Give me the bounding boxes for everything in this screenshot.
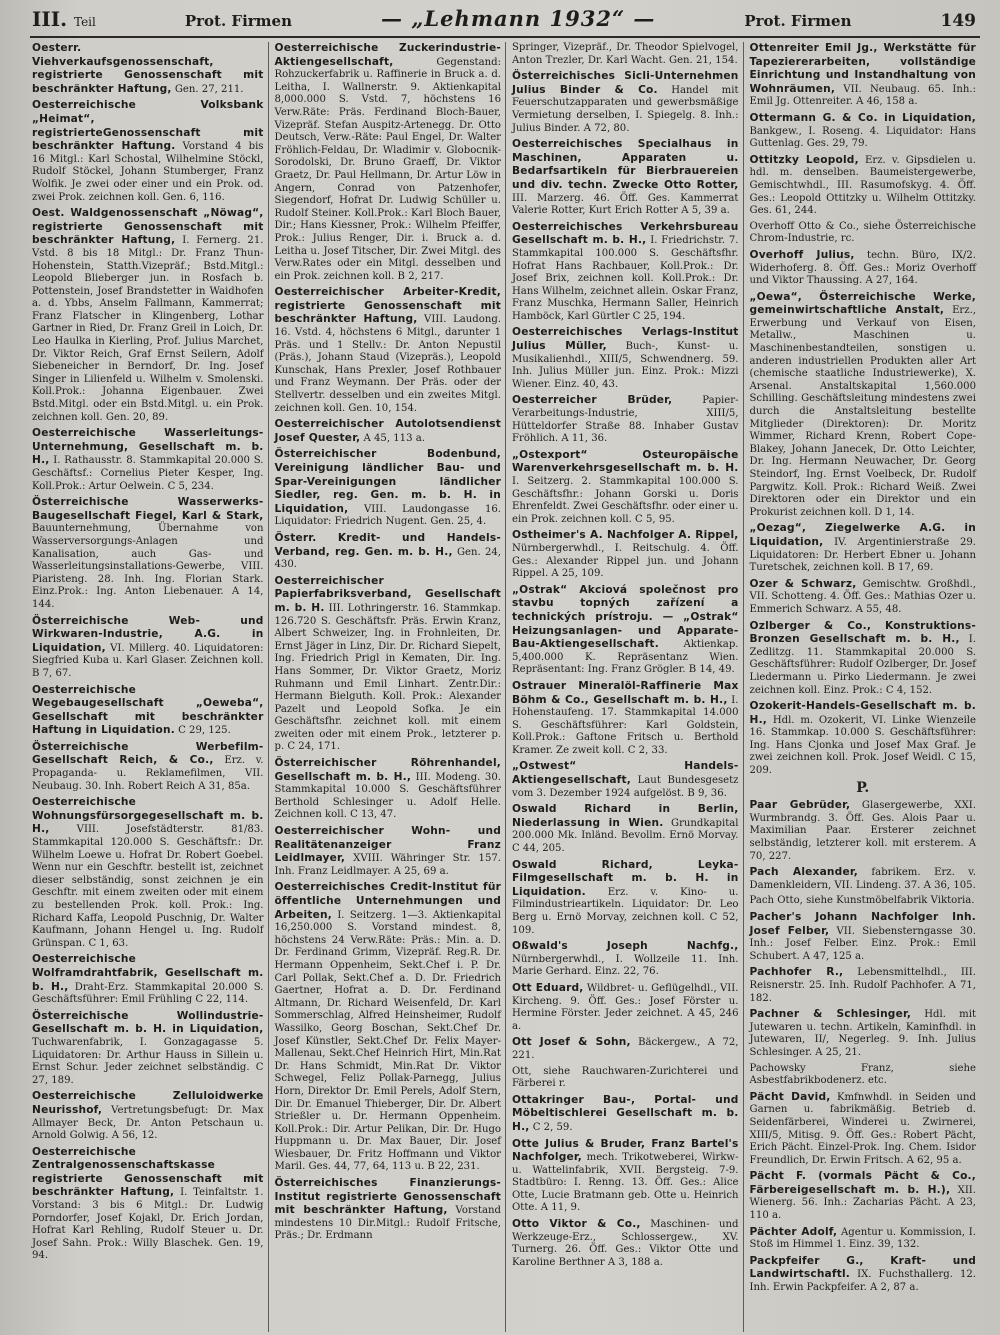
entry-firm-name: Pachhofer R., (749, 966, 844, 979)
entry-firm-name: Oesterreichische Wohnungsfürsorgegesellschaft m. b. H., (32, 796, 264, 836)
directory-entry (750, 1008, 977, 1059)
entry-firm-name: Overhoff Julius, (749, 248, 855, 261)
directory-entry (750, 1091, 977, 1168)
directory-entry (512, 529, 739, 580)
directory-entry (512, 326, 739, 391)
entry-details: Pach Otto, siehe Kunstmöbelfabrik Viktoria. (749, 895, 975, 907)
entry-firm-name: Paar Gebrüder, (749, 799, 851, 812)
directory-entry (750, 799, 977, 863)
directory-entry (512, 70, 739, 135)
entry-details: Gegenstand: Rohzuckerfabrik u. Raffinerie in Bruck a. d. Leitha, I. Wallnerstr. 9. Aktienkapital 8,000.000 S. Vstd. 7, höchstens 16 Verw.Räte: Präs. Ferdinand Bloch-Bauer, Vizepräf. Stefan Auspitz-Artenegg. Dr. Otto Deutsch, Verw.-Räte: Paul Engel, Dr. Walter Fröhlich-Feldau, Dr. Wladimir v. Globocnik-Sorodolski, Dr. Bruno Graeff, Dr. Viktor Graetz, Dr. Paul Hellmann, Dr. Artur Löw in Angern, Conrad von Patzenhofer, Siegendorf, Hofrat Dr. Ludwig Schüller u. Rudolf Steiner. Koll.Prok.: Karl Bloch Bauer, Dir.; Hans Kiessner, Prok.: Wilhelm Pfeiffer, Prok.: Julius Renger, Dir. i. Bruck a. d. Leitha u. Josef Titscher, Dir. Zwei Mitgl. des Verw.Rates oder ein Mitgl. desselben und ein Prok. zeichnen koll. B 2, 217. (274, 56, 501, 282)
entry-details: Laut Bundesgesetz vom 3. Dezember 1924 aufgelöst. B 9, 36. (512, 775, 739, 799)
section-label-left: Prot. Firmen (184, 12, 293, 30)
directory-entry (750, 911, 977, 963)
entry-details: IV. Argentinierstraße 29. Liquidatoren: Dr. Herbert Ebner u. Johann Turetschek, zeichnen koll. B 17, 69. (749, 536, 976, 574)
entry-details: Springer, Vizepräf., Dr. Theodor Spielvogel, Anton Trezler, Dr. Karl Wacht. Gen. 21, 154. (512, 42, 739, 66)
entry-details: Overhoff Otto & Co., siehe Österreichische Chrom-Industrie, rc. (749, 220, 976, 245)
directory-entry (750, 221, 977, 246)
directory-entry (750, 966, 977, 1005)
entry-details: VII. Siebensterngasse 30. Inh.: Josef Felber. Einz. Prok.: Emil Schubert. A 47, 125 a. (749, 925, 976, 962)
entry-firm-name: Oesterreichischer Arbeiter-Kredit, registrierte Genossenschaft mit beschränkter Haftung, (274, 286, 501, 326)
directory-entry (275, 286, 502, 415)
entry-firm-name: Oesterreichisches Specialhaus in Maschinen, Apparaten u. Bedarfsartikeln für Bierbrauereien und div. techn. Zwecke Otto Rotter, (512, 138, 739, 191)
directory-entry (512, 1036, 739, 1062)
directory-entry (750, 154, 977, 218)
entry-details: fabrikem. Erz. v. Damenkleidern, VII. Lindeng. 37. A 36, 105. (749, 867, 977, 891)
directory-entry (512, 982, 739, 1033)
directory-entry (512, 394, 739, 445)
entry-firm-name: Pach Alexander, (749, 866, 858, 879)
entry-details: Erz., Erwerbung und Verkauf von Eisen, Metallw., Maschinen u. Maschinenbestandteilen, sonstigen u. anderen industriellen Produkten aller Art (chemische staatliche Industriewerke), X. Arsenal. Anstaltskapital 1,560.000 Schilling. Geschäftsleitung mindestens zwei durch die Anstaltsleitung bestellte Mitglieder (Direktoren): Dr. Moritz Wimmer, Richard Krenn, Robert Cope-Blakey, Johann Janecek, Dr. Otto Leichter, Dr. Ing. Hermann Neuwacher, Dr. Georg Steindorf, Ing. Ernst Voelbeck, Dr. Rudolf Pargwitz. Koll. Prok.: Richard Weiß. Zwei Direktoren oder ein Direktor und ein Prokurist zeichnen koll. D 1, 14. (749, 305, 976, 518)
directory-entry (32, 1010, 264, 1088)
directory-entry (32, 953, 264, 1006)
entry-details: A 45, 113 a. (360, 432, 425, 444)
column-3 (505, 42, 743, 1332)
entry-details: Bauunternehmung, Übernahme von Wasserversorgungs-Anlagen und Kanalisation, auch Gas- und Wasserleitungsinstallations-Gewerbe, VIII. Piaristeng. 28. Inh. Ing. Florian Stark. Einz.Prok.: Ing. Anton Liebenauer. A 14, 144. (32, 523, 264, 610)
entry-details: XVIII. Währinger Str. 157. Inh. Franz Leidlmayer. A 25, 69 a. (274, 853, 501, 877)
page-header (30, 6, 980, 38)
entry-details: III. Modeng. 30. Stammkapital 10.000 S. Geschäftsführer Berthold Schlesinger u. Adolf Helle. Zeichnen koll. C 13, 47. (274, 771, 501, 821)
entry-firm-name: Österreichisches Sicli-Unternehmen Julius Binder & Co. (512, 70, 739, 96)
entry-details: Erz. v. Kino- u. Filmindustrieartikeln. Liquidator: Dr. Leo Berg u. Ernö Morvay, zeichnen koll. C 52, 109. (512, 886, 739, 936)
directory-entry (275, 757, 502, 822)
directory-entry (512, 940, 739, 979)
entry-details: VII. Neubaug. 65. Inh.: Emil Jg. Ottenreiter. A 46, 158 a. (749, 83, 976, 108)
directory-entry (32, 42, 264, 96)
entry-details: IX. Fuchsthallerg. 12. Inh. Erwin Packpfeifer. A 2, 87 a. (749, 1269, 976, 1294)
entry-details: III. Lothringerstr. 16. Stammkap. 126.720 S. Geschäftsfr. Präs. Erwin Kranz, Albert Schweizer, Ing. in Frohnleiten, Dr. Ernst Jäger in Linz, Dir. Dr. Richard Siepelt, Ing. Friedrich Prigl in Kematen, Dir. Ing. Hans Sommer, Dr. Viktor Graetz, Moriz Ruhmann und Emil Linhart. Zentr.Dir.: Hermann Bielguth. Koll. Prok.: Alexander Pazelt und Leopold Sofka. Je ein Geschäftsfhr. zeichnet koll. mit einem zweiten oder mit einem Prok., letzterer p. p. C 24, 171. (274, 602, 501, 753)
entry-firm-name: Packpfeifer G., Kraft- und Landwirtschaftl. (749, 1254, 976, 1281)
directory-entry (275, 42, 502, 283)
entry-firm-name: Oesterreichische Zentralgenossenschaftskasse registrierte Genossenschaft mit beschränkter Haftung, (32, 1145, 264, 1199)
entry-firm-name: Ozokerit-Handels-Gesellschaft m. b. H., (749, 700, 976, 726)
entry-firm-name: Österreichische Werbefilm-Gesellschaft Reich, & Co., (32, 740, 264, 767)
entry-details: Nürnbergerwhdl., I. Reitschulg. 4. Öff. Ges.: Alexander Rippel jun. und Johann Rippel. A 25, 109. (512, 542, 739, 580)
entry-firm-name: Pächter Adolf, (749, 1225, 838, 1238)
entry-details: Hdl. m. Ozokerit, VI. Linke Wienzeile 16. Stammkap. 10.000 S. Geschäftsführer: Ing. Hans Cjonka und Josef Max Graf. Je zwei zeichnen koll. Prok. Josef Weidl. C 15, 209. (749, 714, 976, 777)
directory-entry (512, 859, 739, 938)
directory-entry (275, 881, 502, 1174)
entry-firm-name: Oesterreichisches Verkehrsbureau Gesellschaft m. b. H., (512, 220, 739, 247)
entry-details: Tuchwarenfabrik, I. Gonzagagasse 5. Liquidatoren: Dr. Arthur Hauss in Sillein u. Ernst Schur. Jeder zeichnet selbständig. C 27, 189. (32, 1036, 264, 1086)
directory-entry (750, 866, 977, 892)
directory-entry (32, 741, 264, 793)
section-letter: P. (856, 779, 870, 796)
entry-firm-name: „Ostexport“ Osteuropäische Warenverkehrsgesellschaft m. b. H. (512, 448, 739, 475)
directory-entry (275, 575, 502, 754)
entry-firm-name: Österreichische Wollindustrie-Gesellschaft m. b. H. in Liquidation, (32, 1009, 264, 1036)
entry-details: I. Friedrichstr. 7. Stammkapital 100.000 S. Geschäftsfhr. Hofrat Hans Rachbauer, Koll.Prok.: Dr. Josef Brix, zeichnen koll. Koll.Prok.: Dr. Hans Wilhelm, zeichnet allein. Oskar Franz, Franz Muschka, Hermann Saller, Heinrich Hamböck, Karl Gürtler C 25, 194. (512, 235, 739, 322)
entry-firm-name: Oest. Waldgenossenschaft „Nöwag“, registrierte Genossenschaft mit beschränkter Haftung, (32, 207, 264, 247)
entry-details: I. Hohenstaufeng. 17. Stammkapital 14.000 S. Geschäftsführer: Karl Goldstein, Koll.Prok.: Gaftone Fritsch u. Berthold Kramer. Ze zweit koll. C 2, 33. (512, 694, 739, 756)
entry-firm-name: „Ostrak“ Akciová společnost pro stavbu topných zařízení a technických prístroju. — „Ostrak“ Heizungsanlagen- und Apparate-Bau-Aktiengesellschaft. (512, 583, 739, 651)
entry-details: Vorstand mindestens 10 Dir.Mitgl.: Rudolf Fritsche, Präs.; Dr. Erdmann (274, 1205, 501, 1242)
entry-details: Vertretungsbefugt: Dr. Max Allmayer Beck, Dr. Anton Petschaun u. Arnold Golwig. A 56, 12. (32, 1104, 264, 1142)
directory-entry (750, 1170, 977, 1222)
entry-firm-name: Oesterreichische Wolframdrahtfabrik, Gesellschaft m. b. H., (32, 953, 264, 993)
entry-details: III. Marzerg. 46. Öff. Ges. Kammerrat Valerie Rotter, Kurt Erich Rotter A 5, 39 a. (512, 192, 739, 217)
entry-details: Draht-Erz. Stammkapital 20.000 S. Geschäftsführer: Emil Frühling C 22, 114. (32, 981, 264, 1006)
directory-entry (32, 99, 264, 204)
entry-details: Handel mit Feuerschutzapparaten und gewerbsmäßige Vermietung derselben, I. Spiegelg. 8. Inh.: Julius Binder. A 72, 80. (512, 84, 739, 134)
directory-entry (750, 249, 977, 288)
entry-firm-name: Oesterreichische Zuckerindustrie-Aktiengesellschaft, (274, 42, 501, 68)
entry-details: VIII. Josefstädterstr. 81/83. Stammkapital 120.000 S. Geschäftsfr.: Dr. Wilhelm Loewe u. Hofrat Dr. Robert Goebel. Wenn nur ein Geschftr. bestellt ist, zeichnet dieser selbständig, sonst zeichnen je ein Geschftr. mit einem zweiten oder mit einem zu bestellenden Prok. koll. Prok.: Ing. Richard Kaffa, Leopold Puschnig, Dr. Walter Kaufmann, Johann Hengel u. Ing. Rudolf Grünspan. C 1, 63. (32, 824, 264, 949)
directory-entry (32, 207, 264, 424)
entry-details: Grundkapital 200.000 Mk. Inländ. Bevollm. Ernö Morvay. C 44, 205. (512, 817, 739, 855)
columns-container (30, 42, 980, 1332)
entry-details: C 2, 59. (529, 1121, 573, 1133)
directory-entry (512, 138, 739, 218)
directory-entry (512, 584, 739, 677)
entry-details: Pachowsky Franz, siehe Asbestfabrikbodenerz. etc. (749, 1062, 976, 1087)
entry-details: Bäckergew., A 72, 221. (512, 1037, 739, 1061)
entry-details: I. Zedlitzg. 11. Stammkapital 20.000 S. Geschäftsführer: Rudolf Ozlberger, Dr. Josef Liedermann u. Pirko Liedermann. Je zwei zeichnen koll. Einz. Prok.: C 4, 152. (749, 634, 977, 696)
entry-firm-name: Österreichischer Röhrenhandel, Gesellschaft m. b. H., (274, 757, 501, 783)
entry-firm-name: Österreichische Wasserwerks-Baugesellschaft Fiegel, Karl & Stark, (32, 496, 264, 522)
entry-firm-name: Ottermann G. & Co. in Liquidation, (749, 111, 976, 124)
directory-entry (750, 1063, 977, 1088)
entry-firm-name: Otto Viktor & Co., (512, 1218, 641, 1231)
book-title: — „Lehmann 1932“ — (381, 6, 656, 31)
entry-details: mech. Trikotweberei, Wirkw- u. Wattelinfabrik, XVII. Bergsteig. 7-9. Stadtbüro: I. Renng. 13. Öff. Ges.: Alice Otte, Lucie Bratmann geb. Otte u. Heinrich Otte. A 11, 9. (512, 1152, 739, 1214)
entry-firm-name: „Oezag“, Ziegelwerke A.G. in Liquidation, (749, 522, 976, 548)
column-2 (268, 42, 506, 1332)
entry-firm-name: Ozlberger & Co., Konstruktions-Bronzen Gesellschaft m. b. H., (749, 619, 976, 646)
directory-entry (32, 615, 264, 681)
entry-firm-name: Oesterreichischer Wohn- und Realitätenanzeiger Franz Leidlmayer, (274, 825, 501, 865)
entry-details: Nürnbergerwhdl., I. Wollzeile 11. Inh. Marie Gerhard. Einz. 22, 76. (512, 953, 739, 978)
entry-firm-name: Pachner & Schlesinger, (749, 1008, 912, 1021)
entry-firm-name: Oswald Richard, Leyka-Filmgesellschaft m. b. H. in Liquidation. (512, 858, 739, 898)
entry-firm-name: „Ostwest“ Handels-Aktiengesellschaft, (512, 760, 739, 787)
page-number: 149 (940, 11, 976, 31)
entry-firm-name: „Oewa“, Österreichische Werke, gemeinwirtschaftliche Anstalt, (749, 290, 976, 317)
entry-firm-name: Oesterreichischer Papierfabriksverband, Gesellschaft m. b. H. (274, 574, 501, 614)
entry-details: techn. Büro, IX/2. Widerhoferg. 8. Öff. Ges.: Moriz Overhoff und Viktor Thaussing. A 27, 164. (749, 249, 976, 287)
directory-entry (750, 578, 977, 617)
part-label (32, 7, 96, 31)
entry-firm-name: Österreichische Web- und Wirkwaren-Industrie, A.G. in Liquidation, (32, 614, 264, 654)
directory-entry (275, 1177, 502, 1243)
directory-entry (750, 291, 977, 520)
entry-firm-name: Ott Josef & Sohn, (512, 1036, 631, 1049)
entry-details: XII. Wienerg. 56. Inh.: Zacharias Pächt. A 23, 110 a. (749, 1184, 977, 1222)
entry-firm-name: Oswald Richard in Berlin, Niederlassung in Wien. (512, 803, 739, 829)
directory-entry (750, 620, 977, 698)
entry-firm-name: Pacher's Johann Nachfolger Inh. Josef Felber, (749, 911, 976, 937)
entry-firm-name: Oesterreichische Zelluloidwerke Neurisshof, (32, 1090, 264, 1116)
entry-details: Gen. 24, 430. (274, 546, 501, 571)
entry-details: Erz. v. Propaganda- u. Reklamefilmen, VII. Neubaug. 30. Inh. Robert Reich A 31, 85a. (32, 755, 264, 792)
entry-firm-name: Ott Eduard, (512, 981, 584, 994)
entry-firm-name: Oesterreicher Brüder, (512, 394, 673, 407)
entry-details: I. Teinfaltstr. 1. Vorstand: 3 bis 6 Mitgl.: Dr. Ludwig Porndorfer, Josef Kojakl, Dr. Erich Jordan, Hofrat Karl Rehling, Rudolf Steuer u. Dr. Josef Sahn. Prok.: Willy Blaschek. Gen. 19, 94. (32, 1187, 264, 1262)
entry-firm-name: Oesterreichische Wasserleitungs-Unternehmung, Gesellschaft m. b. H., (32, 427, 264, 467)
directory-entry (32, 796, 264, 950)
directory-entry (32, 496, 264, 611)
directory-entry (512, 760, 739, 800)
directory-entry (32, 1090, 264, 1142)
directory-entry (275, 532, 502, 572)
entry-firm-name: Oesterreichisches Credit-Institut für öffentliche Unternehmungen und Arbeiten, (274, 881, 501, 921)
entry-details: VI. Millerg. 40. Liquidatoren: Siegfried Kuba u. Karl Glaser. Zeichnen koll. B 7, 67. (32, 642, 264, 679)
entry-details: Vorstand 4 bis 16 Mitgl.: Karl Schostal, Wilhelmine Stöckl, Rudolf Stöckel, Johann Stumberger, Franz Wolfik. Je zwei oder einer und ein Prok. od. zwei Prok. zeichnen koll. Gen. 6, 116. (32, 141, 264, 203)
directory-entry (512, 449, 739, 527)
entry-firm-name: Oesterreichisches Verlags-Institut Julius Müller, (512, 326, 739, 353)
entry-firm-name: Österreichisches Finanzierungs-Institut registrierte Genossenschaft mit beschränkter Haftung, (274, 1177, 501, 1217)
entry-firm-name: Oesterreichischer Autolotsendienst Josef Quester, (274, 418, 501, 444)
entry-details: C 29, 125. (174, 725, 231, 737)
directory-entry (750, 1255, 977, 1295)
entry-firm-name: Ostheimer's A. Nachfolger A. Rippel, (512, 529, 739, 542)
directory-entry (512, 1094, 739, 1135)
entry-firm-name: Oesterreichische Wegebaugesellschaft „Oeweba“, Gesellschaft mit beschränkter Haftung in Liquidation. (32, 683, 264, 737)
entry-details: Gemischtw. Großhdl., VII. Schotteng. 4. Öff. Ges.: Mathias Ozer u. Emmerich Schwarz. A 55, 48. (749, 578, 977, 615)
column-4 (743, 42, 981, 1332)
part-suffix: Teil (74, 15, 96, 29)
section-label-right: Prot. Firmen (744, 12, 852, 30)
directory-entry (750, 895, 977, 908)
entry-firm-name: Oesterr. Viehverkaufsgenossenschaft, registrierte Genossenschaft mit beschränkter Haftung, (32, 42, 264, 95)
directory-entry (512, 221, 739, 324)
entry-details: I. Rathausstr. 8. Stammkapital 20.000 S. Geschäftsf.: Cornelius Pieter Kesper, Ing. Koll.Prok.: Artur Oelwein. C 5, 234. (32, 455, 264, 492)
directory-entry (512, 42, 739, 67)
directory-entry (512, 1066, 739, 1091)
entry-firm-name: Österreichischer Bodenbund, Vereinigung ländlicher Bau- und Spar-Vereinigungen ländlicher Siedler, reg. Gen. m. b. H. in Liquidation, (274, 448, 501, 515)
directory-entry (512, 1138, 739, 1216)
entry-details: Lebensmittelhdl., III. Reisnerstr. 25. Inh. Rudolf Pachhofer. A 71, 182. (749, 967, 976, 1004)
entry-details: Maschinen- und Werkzeuge-Erz., Schlossergew., XV. Turnerg. 26. Öff. Ges.: Viktor Otte und Karoline Berthner A 3, 188 a. (512, 1219, 739, 1268)
entry-details: I. Fernerg. 21. Vstd. 8 bis 18 Mitgl.: Dr. Franz Thun-Hohenstein, Statth.Vizepräf.; Bstd.Mitgl.: Leopold Blieberger jun. in Rosfach b. Pottenstein, Josef Brandstetter in Waidhofen a. d. Ybbs, Anselm Fallmann, Kammerrat; Franz Flatscher in Klingenberg, Lothar Gartner in Ried, Dr. Franz Greil in Loich, Dr. Leo Haulka in Kierling, Prof. Julius Marchet, Dr. Viktor Reich, Graf Ernst Seilern, Adolf Siebeneicher in Berndorf, Dr. Ing. Josef Singer in Lilienfeld u. Wilhelm v. Smolenski. Koll.Prok.: Johanna Eigenbauer. Zwei Bstd.Mitgl. oder ein Bstd.Mitgl. u. ein Prok. zeichnen koll. Gen. 20, 89. (32, 235, 264, 423)
part-number: III. (32, 7, 68, 31)
entry-details: VIII. Laudongasse 16. Liquidator: Friedrich Nugent. Gen. 25, 4. (274, 503, 501, 528)
entry-details: Kmfnwhdl. in Seiden und Garnen u. fabrikmäßig. Betrieb d. Seidenfärberei, Winderei u. Zwirnerei, XIII/5, Mitisg. 9. Öff. Ges.: Robert Pächt, Erich Pächt. Einzel-Prok. Ing. Chem. Isidor Freundlich, Dr. Erwin Fritsch. A 62, 95 a. (749, 1091, 976, 1166)
directory-entry (750, 700, 977, 778)
entry-firm-name: Ottakringer Bau-, Portal- und Möbeltischlerei Gesellschaft m. b. H., (512, 1093, 739, 1133)
entry-details: Bankgew., I. Roseng. 4. Liquidator: Hans Guttenlag. Ges. 29, 79. (749, 125, 976, 150)
entry-details: Agentur u. Kommission, I. Stoß im Himmel 1. Einz. 39, 132. (749, 1226, 976, 1251)
directory-entry (32, 684, 264, 738)
entry-firm-name: Pächt David, (749, 1090, 831, 1103)
entry-firm-name: Ottitzky Leopold, (749, 153, 859, 166)
entry-details: Wildbret- u. Geflügelhdl., VII. Kircheng. 9. Öff. Ges.: Josef Förster u. Hermine Förster. Jeder zeichnet. A 45, 246 a. (512, 982, 739, 1032)
entry-details: Ott, siehe Rauchwaren-Zurichterei und Färberei r. (512, 1065, 739, 1090)
entry-details: Hdl. mit Jutewaren u. techn. Artikeln, Kaminfhdl. in Jutewaren, II/, Negerleg. 9. Inh. Julius Schlesinger. A 25, 21. (749, 1009, 976, 1058)
entry-firm-name: Oßwald's Joseph Nachfg., (512, 940, 739, 953)
column-1 (30, 42, 268, 1332)
entry-firm-name: Oesterreichische Volksbank „Heimat“, registrierteGenossenschaft mit beschränkter Haftung. (32, 99, 264, 153)
entry-details: Glasergewerbe, XXI. Wurmbrandg. 3. Öff. Ges. Alois Paar u. Maximilian Paar. Ersterer zeichnet selbständig, letzterer koll. mit ersterem. A 70, 227. (749, 800, 976, 862)
entry-firm-name: Ottenreiter Emil Jg., Werkstätte für Tapeziererarbeiten, vollständige Einrichtung und Instandhaltung von Wohnräumen, (749, 42, 976, 95)
directory-entry (275, 418, 502, 445)
entry-details: Papier-Verarbeitungs-Industrie, XIII/5, Hütteldorfer Straße 88. Inhaber Gustav Fröhlich. A 11, 36. (512, 395, 739, 445)
entry-firm-name: Österr. Kredit- und Handels-Verband, reg. Gen. m. b. H., (274, 531, 501, 558)
entry-details: Buch-, Kunst- u. Musikalienhdl., XIII/5, Schwendnerg. 59. Inh. Julius Müller jun. Einz. Prok.: Mizzi Wiener. Einz. 40, 43. (512, 341, 739, 390)
directory-entry (750, 522, 977, 574)
entry-firm-name: Otte Julius & Bruder, Franz Bartel's Nachfolger, (512, 1137, 739, 1164)
entry-details: I. Seitzerg. 1—3. Aktienkapital 16,250.000 S. Vorstand mindest. 8, höchstens 24 Verw.Räte: Präs.: Min. a. D. Dr. Ferdinand Grimm, Vizepräf. Reg.R. Dr. Hermann Oppenheim, Sekt.Chef i. P. Dr. Carl Pollak, Sekt.Chef a. D. Dr. Friedrich Gaertner, Hofrat a. D. Dr. Ferdinand Altmann, Dr. Richard Weisenfeld, Dr. Karl Sommerschlag, Alfred Heinsheimer, Rudolf Wassilko, Georg Boschan, Sekt.Chef Dr. Josef Künstler, Sekt.Chef Dr. Felix Mayer-Mallenau, Sekt.Chef Heinrich Hirt, Min.Rat Dr. Hans Schmidt, Min.Rat Dr. Viktor Schwegel, Feliz Pollak-Parnegg, Julius Horn, Direktor Dr. Emil Perels, Adolf Stern, Dir. Dr. Emanuel Thieberger, Dir. Dr. Albert Strießler u. Dr. Hermann Oppenheim. Koll.Prok.: Dir. Artur Pelikan, Dir. Dr. Hugo Huppmann u. Dr. Max Bauer, Dir. Josef Wiesbauer, Dr. Fritz Hoffmann und Viktor Maril. Ges. 44, 77, 64, 113 u. B 22, 231. (274, 909, 501, 1173)
entry-details: Aktienkap. 5,400.000 K. Repräsentanz Wien. Repräsentant: Ing. Franz Grögler. B 14, 49. (512, 639, 739, 676)
entry-firm-name: Pächt F. (vormals Pächt & Co., Färbereigesellschaft m. b. H.), (749, 1170, 976, 1196)
directory-entry (275, 448, 502, 529)
directory-entry (750, 42, 977, 109)
directory-entry (32, 1146, 264, 1263)
directory-entry (750, 112, 977, 151)
entry-details: I. Seitzerg. 2. Stammkapital 100.000 S. Geschäftsfhr.: Johann Gorski u. Doris Ehrenfeldt. Zwei Geschäftsfhr. oder einer u. ein Prok. zeichnen koll. C 5, 95. (512, 476, 739, 525)
entry-details: Gen. 27, 211. (171, 83, 244, 95)
entry-details: VIII. Laudong. 16. Vstd. 4, höchstens 6 Mitgl., darunter 1 Präs. und 1 Stellv.: Dr. Anton Nepustil (Präs.), Johann Staud (Vizepräs.), Leopold Kunschak, Hans Prexler, Josef Rothbauer und Franz Weymann. Der Präs. oder der Stellvertr. desselben und ein zweites Mitgl. zeichnen koll. Gen. 10, 154. (274, 314, 501, 414)
entry-firm-name: Ostrauer Mineralöl-Raffinerie Max Böhm & Co., Gesellschaft m. b. H., (512, 679, 739, 706)
directory-entry (512, 803, 739, 855)
directory-entry (512, 680, 739, 758)
directory-entry (512, 1218, 739, 1269)
entry-details: Erz. v. Gipsdielen u. hdl. m. denselben. Baumeistergewerbe, Gemischtwhdl., III. Rasumofskyg. 4. Öff. Ges.: Leopold Ottitzky u. Wilhelm Ottitzky. Ges. 61, 244. (749, 154, 976, 217)
directory-entry (750, 1226, 977, 1252)
directory-entry (275, 825, 502, 878)
entry-firm-name: Ozer & Schwarz, (749, 577, 857, 590)
directory-entry (32, 427, 264, 493)
